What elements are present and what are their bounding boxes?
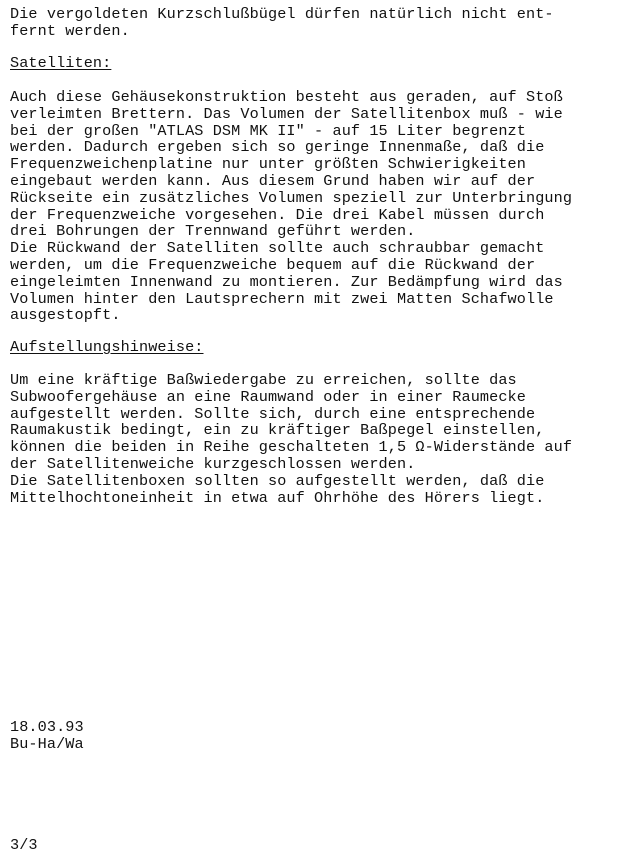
text-line: können die beiden in Reihe geschalteten 1,5 Ω-Widerstände auf: [10, 438, 573, 457]
satelliten-paragraph: [10, 89, 619, 324]
text-line: fernt werden.: [10, 21, 130, 40]
text-line: bei der großen "ATLAS DSM MK II" - auf 15 Liter begrenzt: [10, 121, 526, 140]
intro-paragraph: [10, 6, 619, 40]
text-line: Raumakustik bedingt, ein zu kräftiger Baßpegel einstellen,: [10, 421, 545, 440]
text-line: werden. Dadurch ergeben sich so geringe Innenmaße, daß die: [10, 138, 545, 157]
text-line: Mittelhochtoneinheit in etwa auf Ohrhöhe des Hörers liegt.: [10, 488, 545, 507]
text-line: Die Rückwand der Satelliten sollte auch schraubbar gemacht: [10, 239, 545, 258]
text-line: eingeleimten Innenwand zu montieren. Zur Bedämpfung wird das: [10, 272, 563, 291]
text-line: drei Bohrungen der Trennwand geführt werden.: [10, 222, 416, 241]
text-line: aufgestellt werden. Sollte sich, durch eine entsprechende: [10, 404, 536, 423]
aufstellung-paragraph: [10, 372, 619, 506]
text-line: der Frequenzweiche vorgesehen. Die drei Kabel müssen durch: [10, 205, 545, 224]
text-line: verleimten Brettern. Das Volumen der Satellitenbox muß - wie: [10, 104, 563, 123]
text-line: Um eine kräftige Baßwiedergabe zu erreichen, sollte das: [10, 371, 517, 389]
text-line: Die Satellitenboxen sollten so aufgestellt werden, daß die: [10, 471, 545, 490]
page-number: 3/3: [10, 836, 38, 854]
text-line: Frequenzweichenplatine nur unter größten Schwierigkeiten: [10, 155, 526, 174]
section-heading-satelliten: Satelliten:: [10, 54, 112, 72]
text-line: werden, um die Frequenzweiche bequem auf die Rückwand der: [10, 255, 536, 274]
section-heading-aufstellung: Aufstellungshinweise:: [10, 338, 204, 356]
text-line: eingebaut werden kann. Aus diesem Grund haben wir auf der: [10, 171, 536, 190]
text-line: der Satellitenweiche kurzgeschlossen werden.: [10, 454, 416, 473]
text-line: ausgestopft.: [10, 306, 121, 325]
text-line: Volumen hinter den Lautsprechern mit zwei Matten Schafwolle: [10, 289, 554, 308]
footer-date: 18.03.93: [10, 718, 84, 736]
text-line: Rückseite ein zusätzliches Volumen speziell zur Unterbringung: [10, 188, 573, 207]
footer-reference: Bu-Ha/Wa: [10, 735, 84, 753]
text-line: Subwoofergehäuse an eine Raumwand oder in einer Raumecke: [10, 387, 526, 406]
text-line: Die vergoldeten Kurzschlußbügel dürfen natürlich nicht ent-: [10, 5, 554, 23]
text-line: Auch diese Gehäusekonstruktion besteht aus geraden, auf Stoß: [10, 88, 563, 106]
